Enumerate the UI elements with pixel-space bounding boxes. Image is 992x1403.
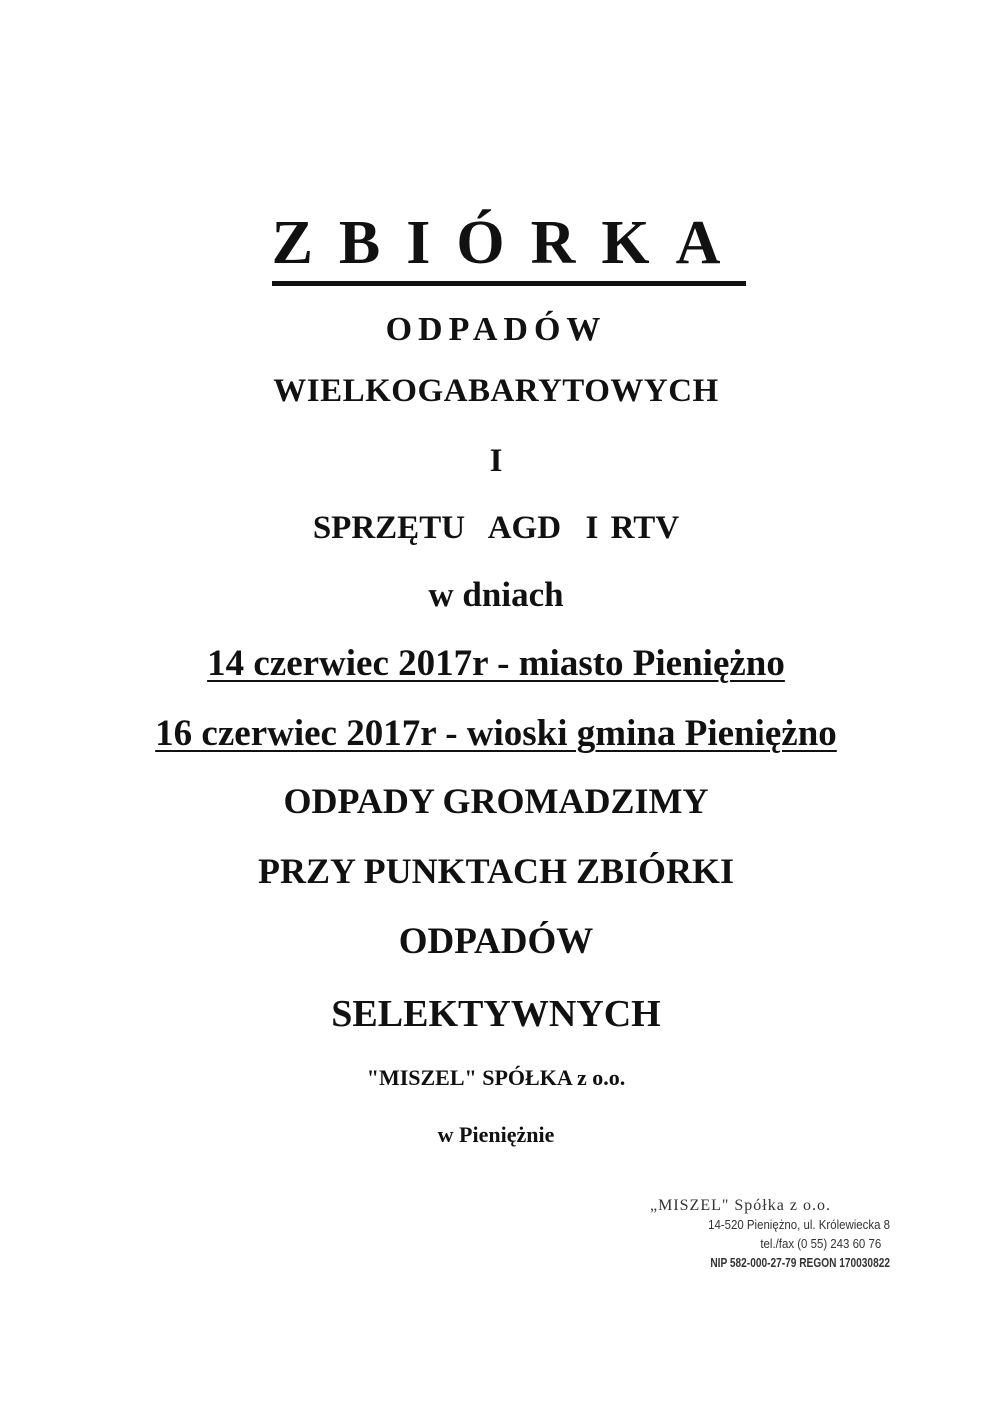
page-title	[0, 209, 992, 277]
heading-line-sprzetu: SPRZĘTU AGD I RTV	[312, 510, 680, 546]
company-name: "MISZEL" SPÓŁKA z o.o.	[366, 1065, 626, 1090]
stamp-name: „MISZEL" Spółka z o.o.	[650, 1197, 831, 1214]
info-line-odpadow: ODPADÓW	[398, 921, 594, 962]
heading-line-wielkogabarytowych: WIELKOGABARYTOWYCH	[273, 373, 719, 409]
company-stamp	[640, 1196, 890, 1272]
info-line-gromadzimy: ODPADY GROMADZIMY	[283, 781, 709, 821]
date-line-villages-text: 16 czerwiec 2017r - wioski gmina Pieniężno	[155, 713, 837, 754]
heading-line-odpadow: ODPADÓW	[385, 311, 607, 348]
info-line-punktach: PRZY PUNKTACH ZBIÓRKI	[257, 851, 735, 891]
stamp-address: 14-520 Pieniężno, ul. Królewiecka 8	[708, 1217, 890, 1232]
date-line-town	[0, 645, 992, 682]
date-line-villages	[0, 715, 992, 752]
stamp-phone: tel./fax (0 55) 243 60 76	[760, 1236, 882, 1251]
stamp-ids: NIP 582-000-27-79 REGON 170030822	[710, 1255, 890, 1270]
heading-line-i: I	[489, 443, 503, 479]
dates-intro: w dniach	[428, 575, 564, 614]
date-line-town-text: 14 czerwiec 2017r - miasto Pieniężno	[207, 643, 785, 684]
info-line-selektywnych: SELEKTYWNYCH	[331, 993, 661, 1035]
page-title-text: ZBIÓRKA	[272, 209, 747, 286]
company-location: w Pieniężnie	[437, 1122, 555, 1147]
